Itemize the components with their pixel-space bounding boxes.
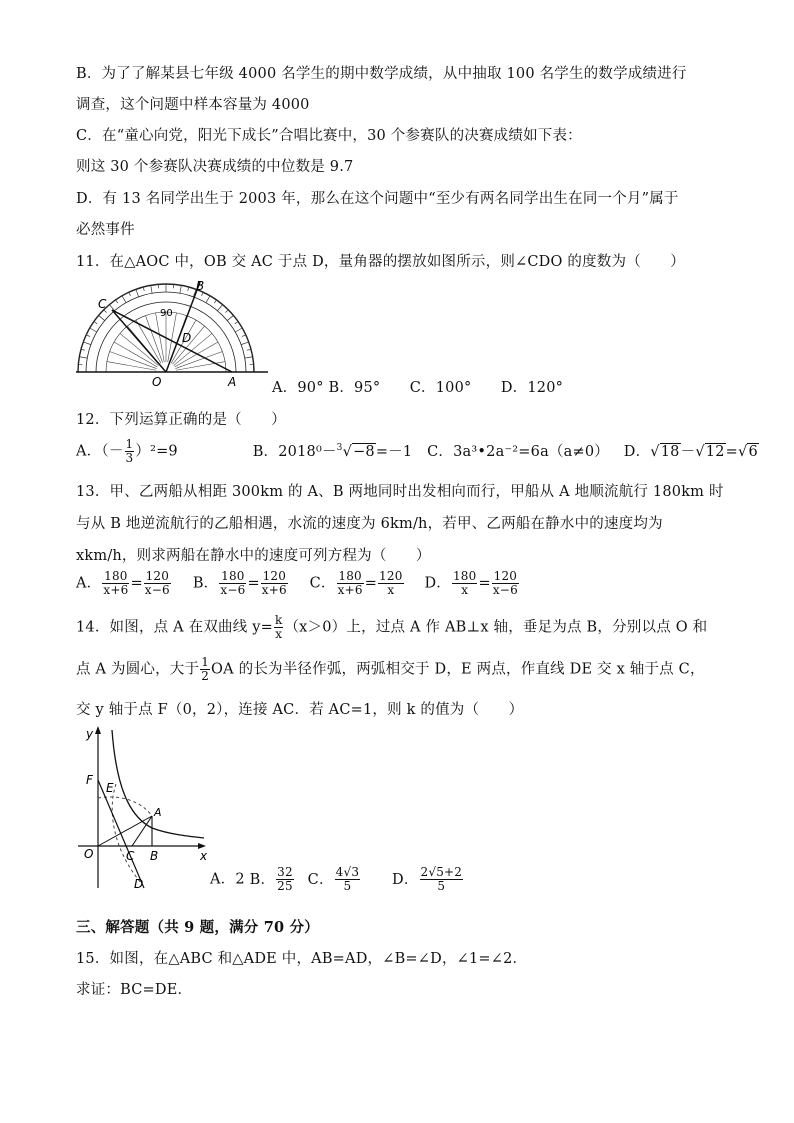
option-c-line2: 则这 30 个参赛队决赛成绩的中位数是 9.7: [76, 159, 354, 175]
protractor-90-label: 90: [160, 308, 173, 319]
x-axis-label: x: [200, 849, 208, 863]
protractor-tick: [90, 328, 97, 332]
protractor-tick: [227, 315, 233, 320]
point-c-label-14: C: [126, 849, 135, 863]
protractor-tick: [109, 305, 114, 311]
protractor-tick: [225, 310, 228, 313]
protractor-tick: [206, 296, 210, 303]
q13-line3: xkm/h，则求两船在静水中的速度可列方程为（ ）: [76, 548, 431, 564]
protractor-tick: [245, 357, 253, 358]
q13-option-c: C． $\frac{180}{x+6}$ = $\frac{120}{x}$: [309, 569, 403, 597]
q11-options: A．90° B．95° C．100° D．120°: [272, 380, 564, 396]
point-a-label: A: [228, 375, 237, 388]
protractor-tick: [122, 296, 126, 303]
protractor-tick: [242, 335, 246, 337]
q12-option-c: C．3a³•2a⁻²=6a（a≠0）: [427, 443, 609, 460]
protractor-tick: [151, 285, 152, 293]
q12-options: [76, 438, 759, 465]
protractor-tick: [81, 349, 85, 350]
q15-line2: 求证：BC=DE．: [76, 982, 193, 998]
q14-line1: 14．如图，点 A 在双曲线 y= $\frac{k}{x}$ （x＞0）上，过点 A 作 AB⊥x 轴，垂足为点 B，分别以点 O 和: [76, 613, 708, 641]
option-b-line2: 调查，这个问题中样本容量为 4000: [76, 97, 310, 113]
protractor-tick: [143, 287, 144, 291]
protractor-tick: [136, 289, 139, 297]
protractor-radial: [120, 333, 158, 365]
q12-option-b: B．2018⁰－$^3$√−8=－1: [252, 442, 413, 460]
q14-option-b: B． $\frac{32}{25}$: [249, 865, 293, 893]
q12-option-d: D．√18－√12=√6: [623, 443, 758, 460]
q15-line1: 15．如图，在△ABC 和△ADE 中，AB=AD，∠B=∠D，∠1=∠2．: [76, 951, 528, 967]
option-d-line1: D．有 13 名同学出生于 2003 年，那么在这个问题中“至少有两名同学出生在同一个月”属于: [76, 191, 679, 207]
protractor-tick: [86, 335, 90, 337]
point-d-label: D: [182, 331, 192, 345]
protractor-tick: [241, 342, 249, 345]
point-o-label: O: [152, 375, 162, 388]
q13-options: [76, 570, 520, 597]
option-c-line1: C．在“童心向党，阳光下成长”合唱比赛中，30 个参赛队的决赛成绩如下表：: [76, 128, 582, 144]
q13-option-a: A． $\frac{180}{x+6}$ = $\frac{120}{x-6}$: [76, 569, 170, 597]
q11-stem: 11．在△AOC 中，OB 交 AC 于点 D，量角器的摆放如图所示，则∠CDO 的度数为（ ）: [76, 254, 685, 270]
q14-options: [210, 866, 464, 893]
q12-option-a: A．（－ $\frac{1}{3}$ ）²=9: [76, 437, 178, 465]
q13-line2: 与从 B 地逆流航行的乙船相遇，水流的速度为 6km/h，若甲、乙两船在静水中的速度均为: [76, 516, 663, 532]
point-b-label: B: [196, 280, 205, 293]
q13-line1: 13．甲、乙两船从相距 300km 的 A、B 两地同时出发相向而行，甲船从 A 地顺流航行 180km 时: [76, 484, 724, 500]
option-d-line2: 必然事件: [76, 222, 135, 238]
protractor-tick: [247, 349, 251, 350]
q14-option-d: D． $\frac{2√5+2}{5}$: [392, 865, 463, 893]
q14-line3: 交 y 轴于点 F（0，2），连接 AC．若 AC=1，则 k 的值为（ ）: [76, 702, 524, 718]
origin-label: O: [84, 847, 94, 861]
point-f-label: F: [86, 773, 93, 787]
protractor-tick: [235, 322, 238, 324]
section-heading: 三、解答题（共 9 题，满分 70 分）: [76, 919, 319, 936]
protractor-tick: [94, 322, 97, 324]
protractor-tick: [188, 287, 189, 291]
point-b-label-14: B: [150, 849, 159, 863]
q14-line2: 点 A 为圆心，大于 $\frac{1}{2}$ OA 的长为半径作弧，两弧相交于 D，E 两点，作直线 DE 交 x 轴于点 C，: [76, 655, 705, 683]
protractor-tick: [217, 305, 222, 311]
protractor-tick: [214, 300, 216, 303]
q14-option-c: C． $\frac{4√3}{5}$: [307, 865, 360, 893]
option-b-line1: B．为了了解某县七年级 4000 名学生的期中数学成绩，从中抽取 100 名学生的数学成绩进行: [76, 66, 687, 82]
q14-option-a: A．2: [210, 871, 245, 888]
point-c-label: C: [98, 297, 107, 311]
protractor-figure: [72, 280, 272, 388]
q13-option-d: D． $\frac{180}{x}$ = $\frac{120}{x-6}$: [424, 569, 518, 597]
hyperbola-figure: [76, 724, 216, 894]
q13-option-b: B． $\frac{180}{x-6}$ = $\frac{120}{x+6}$: [192, 569, 287, 597]
q12-stem: 12．下列运算正确的是（ ）: [76, 412, 286, 428]
protractor-tick: [129, 292, 131, 296]
point-e-label: E: [106, 781, 114, 795]
protractor-tick: [116, 300, 118, 303]
protractor-tick: [99, 315, 105, 320]
protractor-tick: [235, 328, 242, 332]
protractor-tick: [79, 357, 87, 358]
point-d-label-14: D: [134, 877, 144, 891]
y-axis-label: y: [86, 727, 94, 741]
protractor-tick: [83, 342, 91, 345]
protractor-tick: [180, 285, 181, 293]
point-a-label-14: A: [154, 806, 162, 819]
